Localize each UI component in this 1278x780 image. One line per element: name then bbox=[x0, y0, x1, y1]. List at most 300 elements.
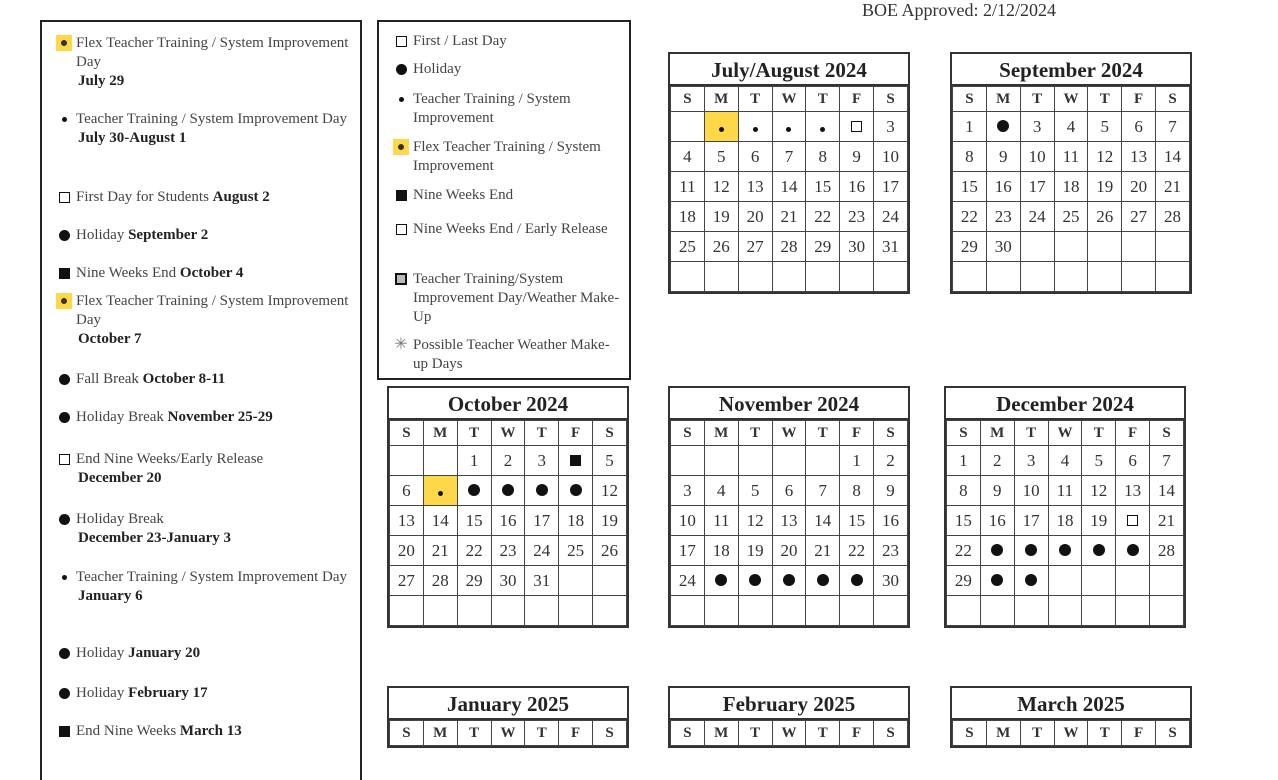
open-square-icon bbox=[396, 36, 407, 47]
day-cell: 28 bbox=[1150, 536, 1184, 566]
event-date: December 20 bbox=[78, 470, 162, 486]
day-cell: 26 bbox=[593, 536, 627, 566]
day-cell bbox=[772, 566, 806, 596]
day-cell: 29 bbox=[806, 232, 840, 262]
day-cell bbox=[390, 446, 424, 476]
day-cell: 12 bbox=[1082, 476, 1116, 506]
week-row bbox=[947, 536, 1184, 566]
event-symbol bbox=[56, 645, 72, 661]
day-cell: 4 bbox=[1048, 446, 1082, 476]
day-cell: 23 bbox=[986, 202, 1020, 232]
week-row bbox=[953, 112, 1190, 142]
day-cell: 16 bbox=[491, 506, 525, 536]
day-cell bbox=[423, 596, 457, 626]
day-cell: 10 bbox=[1020, 142, 1054, 172]
day-cell bbox=[491, 476, 525, 506]
day-cell: 19 bbox=[593, 506, 627, 536]
open-square-icon bbox=[59, 454, 70, 465]
weekday-header: S bbox=[874, 87, 908, 112]
flex-day-icon bbox=[56, 293, 72, 309]
week-row bbox=[671, 596, 908, 626]
day-cell: 13 bbox=[1122, 142, 1156, 172]
day-cell bbox=[704, 566, 738, 596]
open-square-icon bbox=[396, 224, 407, 235]
day-cell: 6 bbox=[390, 476, 424, 506]
legend-symbol bbox=[393, 271, 409, 287]
holiday-dot-icon bbox=[1093, 544, 1105, 556]
day-cell: 16 bbox=[840, 172, 874, 202]
day-cell: 3 bbox=[1020, 112, 1054, 142]
day-cell bbox=[1156, 232, 1190, 262]
day-cell: 31 bbox=[525, 566, 559, 596]
day-cell bbox=[1054, 232, 1088, 262]
day-cell: 19 bbox=[704, 202, 738, 232]
day-cell: 9 bbox=[840, 142, 874, 172]
day-cell bbox=[1150, 566, 1184, 596]
week-row bbox=[671, 476, 908, 506]
day-cell: 12 bbox=[593, 476, 627, 506]
day-cell bbox=[1054, 262, 1088, 292]
holiday-dot-icon bbox=[59, 374, 70, 385]
day-cell: 31 bbox=[874, 232, 908, 262]
event-date: August 2 bbox=[212, 189, 270, 205]
day-cell: 13 bbox=[738, 172, 772, 202]
day-cell bbox=[986, 112, 1020, 142]
event-date: November 25-29 bbox=[167, 409, 273, 425]
day-cell: 18 bbox=[704, 536, 738, 566]
weekday-header: S bbox=[953, 87, 987, 112]
day-cell bbox=[423, 476, 457, 506]
day-cell bbox=[738, 262, 772, 292]
day-cell: 1 bbox=[947, 446, 981, 476]
day-cell: 2 bbox=[980, 446, 1014, 476]
weekday-header: T bbox=[806, 87, 840, 112]
legend-item bbox=[393, 270, 623, 327]
day-cell: 22 bbox=[840, 536, 874, 566]
holiday-dot-icon bbox=[536, 484, 548, 496]
event-text: Teacher Training / System Improvement Day bbox=[76, 111, 347, 127]
day-cell: 30 bbox=[874, 566, 908, 596]
day-cell bbox=[1150, 596, 1184, 626]
filled-square-icon bbox=[59, 726, 70, 737]
day-cell: 15 bbox=[806, 172, 840, 202]
event-item bbox=[56, 264, 356, 283]
legend-symbol bbox=[393, 61, 409, 77]
day-cell bbox=[874, 262, 908, 292]
day-cell: 16 bbox=[980, 506, 1014, 536]
weekday-header: M bbox=[423, 721, 457, 746]
day-cell: 6 bbox=[1122, 112, 1156, 142]
day-cell bbox=[772, 262, 806, 292]
event-date: December 23-January 3 bbox=[78, 530, 232, 546]
day-cell: 13 bbox=[772, 506, 806, 536]
month-title: December 2024 bbox=[946, 388, 1184, 420]
legend-text: Holiday bbox=[413, 61, 462, 77]
weekday-header: S bbox=[671, 721, 705, 746]
event-date: October 8-11 bbox=[142, 371, 226, 387]
weekday-header: F bbox=[1122, 721, 1156, 746]
day-cell: 11 bbox=[704, 506, 738, 536]
weekday-header: S bbox=[593, 721, 627, 746]
small-dot-icon bbox=[786, 127, 791, 132]
month-calendar bbox=[668, 686, 910, 748]
month-calendar bbox=[387, 686, 629, 748]
holiday-dot-icon bbox=[997, 120, 1009, 132]
weekday-header: W bbox=[772, 87, 806, 112]
day-cell bbox=[874, 596, 908, 626]
day-cell: 15 bbox=[840, 506, 874, 536]
event-text: Holiday February 17 bbox=[76, 685, 208, 701]
legend-text: First / Last Day bbox=[413, 33, 507, 49]
month-title: July/August 2024 bbox=[670, 54, 908, 86]
holiday-dot-icon bbox=[991, 574, 1003, 586]
weekday-header: M bbox=[423, 421, 457, 446]
week-row bbox=[671, 536, 908, 566]
week-row bbox=[671, 262, 908, 292]
event-date: February 17 bbox=[128, 685, 208, 701]
day-cell: 29 bbox=[953, 232, 987, 262]
day-cell: 17 bbox=[525, 506, 559, 536]
day-cell: 5 bbox=[1082, 446, 1116, 476]
week-row bbox=[953, 202, 1190, 232]
small-dot-icon bbox=[719, 127, 724, 132]
holiday-dot-icon bbox=[59, 412, 70, 423]
week-row bbox=[671, 172, 908, 202]
weekday-header: T bbox=[457, 421, 491, 446]
day-cell: 21 bbox=[1150, 506, 1184, 536]
day-cell bbox=[704, 596, 738, 626]
day-cell bbox=[423, 446, 457, 476]
week-row bbox=[671, 112, 908, 142]
holiday-dot-icon bbox=[59, 514, 70, 525]
day-cell: 7 bbox=[806, 476, 840, 506]
day-cell: 25 bbox=[1054, 202, 1088, 232]
event-item bbox=[56, 510, 356, 548]
weekday-header: S bbox=[874, 721, 908, 746]
day-cell: 23 bbox=[491, 536, 525, 566]
weekday-header: M bbox=[704, 721, 738, 746]
legend-item bbox=[393, 32, 623, 51]
day-cell bbox=[738, 566, 772, 596]
day-cell: 29 bbox=[457, 566, 491, 596]
day-cell: 14 bbox=[423, 506, 457, 536]
day-cell bbox=[1156, 262, 1190, 292]
week-row bbox=[671, 506, 908, 536]
event-item bbox=[56, 292, 356, 349]
month-title: February 2025 bbox=[670, 688, 908, 720]
day-cell bbox=[1082, 536, 1116, 566]
weekday-header: W bbox=[772, 421, 806, 446]
day-cell: 7 bbox=[1156, 112, 1190, 142]
week-row bbox=[671, 566, 908, 596]
event-item bbox=[56, 568, 356, 606]
weekday-header: T bbox=[1088, 721, 1122, 746]
day-cell: 7 bbox=[1150, 446, 1184, 476]
weekday-header: S bbox=[1156, 87, 1190, 112]
event-item bbox=[56, 370, 356, 389]
week-row bbox=[390, 566, 627, 596]
weekday-header: S bbox=[390, 421, 424, 446]
week-row bbox=[390, 596, 627, 626]
holiday-dot-icon bbox=[396, 64, 407, 75]
weekday-header: T bbox=[738, 421, 772, 446]
weekday-header: M bbox=[986, 721, 1020, 746]
weekday-header: W bbox=[1054, 87, 1088, 112]
filled-square-icon bbox=[59, 268, 70, 279]
day-cell: 19 bbox=[738, 536, 772, 566]
day-cell bbox=[980, 536, 1014, 566]
event-item bbox=[56, 450, 356, 488]
week-row bbox=[671, 446, 908, 476]
day-cell: 10 bbox=[1014, 476, 1048, 506]
day-cell: 22 bbox=[806, 202, 840, 232]
week-row bbox=[947, 566, 1184, 596]
day-cell: 15 bbox=[457, 506, 491, 536]
weekday-header: W bbox=[772, 721, 806, 746]
open-square-icon bbox=[1127, 515, 1138, 526]
day-cell bbox=[1014, 536, 1048, 566]
event-item bbox=[56, 110, 356, 148]
day-cell: 29 bbox=[947, 566, 981, 596]
day-cell: 9 bbox=[986, 142, 1020, 172]
day-cell: 12 bbox=[1088, 142, 1122, 172]
day-cell bbox=[1020, 262, 1054, 292]
event-symbol bbox=[56, 189, 72, 205]
day-cell: 4 bbox=[671, 142, 705, 172]
legend-symbol bbox=[393, 33, 409, 49]
day-cell bbox=[1082, 566, 1116, 596]
small-dot-icon bbox=[399, 97, 404, 102]
day-cell bbox=[1014, 596, 1048, 626]
day-cell bbox=[772, 446, 806, 476]
weekday-header: T bbox=[738, 87, 772, 112]
day-cell bbox=[1048, 536, 1082, 566]
day-cell: 8 bbox=[806, 142, 840, 172]
day-cell: 26 bbox=[1088, 202, 1122, 232]
day-cell: 27 bbox=[738, 232, 772, 262]
day-cell: 27 bbox=[390, 566, 424, 596]
week-row bbox=[953, 232, 1190, 262]
event-text: Holiday September 2 bbox=[76, 227, 209, 243]
holiday-dot-icon bbox=[991, 544, 1003, 556]
legend-symbol bbox=[393, 187, 409, 203]
day-cell bbox=[1048, 596, 1082, 626]
approval-note: BOE Approved: 2/12/2024 bbox=[862, 0, 1056, 20]
event-text: End Nine Weeks/Early Release bbox=[76, 451, 264, 467]
weekday-header: T bbox=[1088, 87, 1122, 112]
week-row bbox=[390, 476, 627, 506]
day-cell bbox=[1048, 566, 1082, 596]
holiday-dot-icon bbox=[59, 648, 70, 659]
day-cell: 4 bbox=[1054, 112, 1088, 142]
small-dot-icon bbox=[62, 575, 67, 580]
events-panel bbox=[40, 20, 362, 780]
event-text: End Nine Weeks March 13 bbox=[76, 723, 242, 739]
asterisk-icon: ✳ bbox=[394, 336, 408, 353]
holiday-dot-icon bbox=[1025, 574, 1037, 586]
weekday-header: T bbox=[1020, 721, 1054, 746]
day-cell bbox=[947, 596, 981, 626]
event-symbol bbox=[56, 511, 72, 527]
event-date: September 2 bbox=[128, 227, 209, 243]
event-date: January 20 bbox=[128, 645, 201, 661]
day-cell bbox=[704, 446, 738, 476]
weekday-header: T bbox=[1020, 87, 1054, 112]
day-cell: 9 bbox=[874, 476, 908, 506]
week-row bbox=[953, 262, 1190, 292]
filled-square-icon bbox=[570, 455, 581, 466]
small-dot-icon bbox=[438, 491, 443, 496]
day-cell bbox=[1014, 566, 1048, 596]
open-square-icon bbox=[59, 192, 70, 203]
day-cell bbox=[1082, 596, 1116, 626]
legend-text: Nine Weeks End bbox=[413, 187, 514, 203]
legend-symbol bbox=[393, 221, 409, 237]
day-cell: 14 bbox=[1150, 476, 1184, 506]
day-cell: 2 bbox=[874, 446, 908, 476]
weekday-header: F bbox=[559, 721, 593, 746]
day-cell: 18 bbox=[1048, 506, 1082, 536]
day-cell bbox=[1088, 262, 1122, 292]
day-cell: 24 bbox=[525, 536, 559, 566]
day-cell: 9 bbox=[980, 476, 1014, 506]
day-cell: 20 bbox=[772, 536, 806, 566]
weekday-header: S bbox=[1156, 721, 1190, 746]
weekday-header: S bbox=[874, 421, 908, 446]
day-cell bbox=[671, 596, 705, 626]
weekday-header: S bbox=[947, 421, 981, 446]
day-cell bbox=[1116, 566, 1150, 596]
day-cell bbox=[671, 112, 705, 142]
weekday-header: T bbox=[525, 421, 559, 446]
event-symbol bbox=[56, 227, 72, 243]
day-cell: 11 bbox=[671, 172, 705, 202]
day-cell: 18 bbox=[671, 202, 705, 232]
day-cell bbox=[525, 476, 559, 506]
day-cell: 6 bbox=[1116, 446, 1150, 476]
weekday-header: S bbox=[390, 721, 424, 746]
day-cell: 5 bbox=[704, 142, 738, 172]
weekday-header: T bbox=[806, 721, 840, 746]
holiday-dot-icon bbox=[468, 484, 480, 496]
holiday-dot-icon bbox=[59, 230, 70, 241]
week-row bbox=[947, 506, 1184, 536]
day-cell: 1 bbox=[840, 446, 874, 476]
day-cell bbox=[457, 476, 491, 506]
day-cell bbox=[1020, 232, 1054, 262]
day-cell: 7 bbox=[772, 142, 806, 172]
day-cell bbox=[559, 446, 593, 476]
weekday-header: F bbox=[1116, 421, 1150, 446]
day-cell: 5 bbox=[738, 476, 772, 506]
day-cell bbox=[772, 112, 806, 142]
day-cell bbox=[1116, 596, 1150, 626]
holiday-dot-icon bbox=[749, 574, 761, 586]
day-cell: 28 bbox=[423, 566, 457, 596]
day-cell bbox=[980, 596, 1014, 626]
event-date: October 4 bbox=[179, 265, 244, 281]
weekday-header: M bbox=[980, 421, 1014, 446]
day-cell bbox=[806, 596, 840, 626]
day-cell: 10 bbox=[874, 142, 908, 172]
day-cell: 2 bbox=[491, 446, 525, 476]
day-cell bbox=[1122, 232, 1156, 262]
flex-day-icon bbox=[56, 35, 72, 51]
holiday-dot-icon bbox=[502, 484, 514, 496]
day-cell bbox=[738, 446, 772, 476]
day-cell: 4 bbox=[704, 476, 738, 506]
day-cell: 21 bbox=[423, 536, 457, 566]
month-calendar bbox=[944, 386, 1186, 628]
event-item bbox=[56, 408, 356, 427]
week-row bbox=[390, 536, 627, 566]
day-cell: 16 bbox=[874, 506, 908, 536]
day-cell: 25 bbox=[671, 232, 705, 262]
filled-square-icon bbox=[396, 190, 407, 201]
day-cell bbox=[704, 112, 738, 142]
month-title: November 2024 bbox=[670, 388, 908, 420]
day-cell: 11 bbox=[1054, 142, 1088, 172]
weekday-header: T bbox=[525, 721, 559, 746]
holiday-dot-icon bbox=[1127, 544, 1139, 556]
week-row bbox=[947, 596, 1184, 626]
day-cell: 22 bbox=[947, 536, 981, 566]
event-item bbox=[56, 644, 356, 663]
month-calendar bbox=[668, 52, 910, 294]
day-cell: 22 bbox=[953, 202, 987, 232]
day-cell: 19 bbox=[1082, 506, 1116, 536]
day-cell: 22 bbox=[457, 536, 491, 566]
day-cell: 19 bbox=[1088, 172, 1122, 202]
weekday-header: M bbox=[704, 87, 738, 112]
small-dot-icon bbox=[753, 127, 758, 132]
holiday-dot-icon bbox=[1025, 544, 1037, 556]
day-cell: 17 bbox=[1020, 172, 1054, 202]
day-cell: 12 bbox=[738, 506, 772, 536]
day-cell bbox=[593, 596, 627, 626]
day-cell bbox=[559, 566, 593, 596]
day-cell: 23 bbox=[874, 536, 908, 566]
small-dot-icon bbox=[62, 117, 67, 122]
day-cell: 3 bbox=[525, 446, 559, 476]
weekday-header: S bbox=[671, 87, 705, 112]
day-cell bbox=[704, 262, 738, 292]
weekday-header: S bbox=[671, 421, 705, 446]
legend-item bbox=[393, 336, 623, 374]
day-cell: 20 bbox=[738, 202, 772, 232]
weekday-header: T bbox=[1014, 421, 1048, 446]
day-cell: 6 bbox=[772, 476, 806, 506]
flex-day-icon bbox=[393, 139, 409, 155]
day-cell bbox=[840, 262, 874, 292]
legend-symbol bbox=[393, 91, 409, 107]
weekday-header: S bbox=[593, 421, 627, 446]
day-cell: 15 bbox=[947, 506, 981, 536]
day-cell bbox=[840, 112, 874, 142]
weekday-header: M bbox=[986, 87, 1020, 112]
week-row bbox=[947, 476, 1184, 506]
event-date: January 6 bbox=[78, 588, 143, 604]
day-cell bbox=[738, 112, 772, 142]
ringed-square-icon bbox=[395, 273, 407, 285]
week-row bbox=[390, 446, 627, 476]
day-cell: 30 bbox=[491, 566, 525, 596]
legend-item bbox=[393, 186, 623, 205]
weekday-header: F bbox=[559, 421, 593, 446]
event-text: Flex Teacher Training / System Improvement Day bbox=[76, 35, 349, 70]
weekday-header: S bbox=[953, 721, 987, 746]
legend-item bbox=[393, 220, 623, 239]
